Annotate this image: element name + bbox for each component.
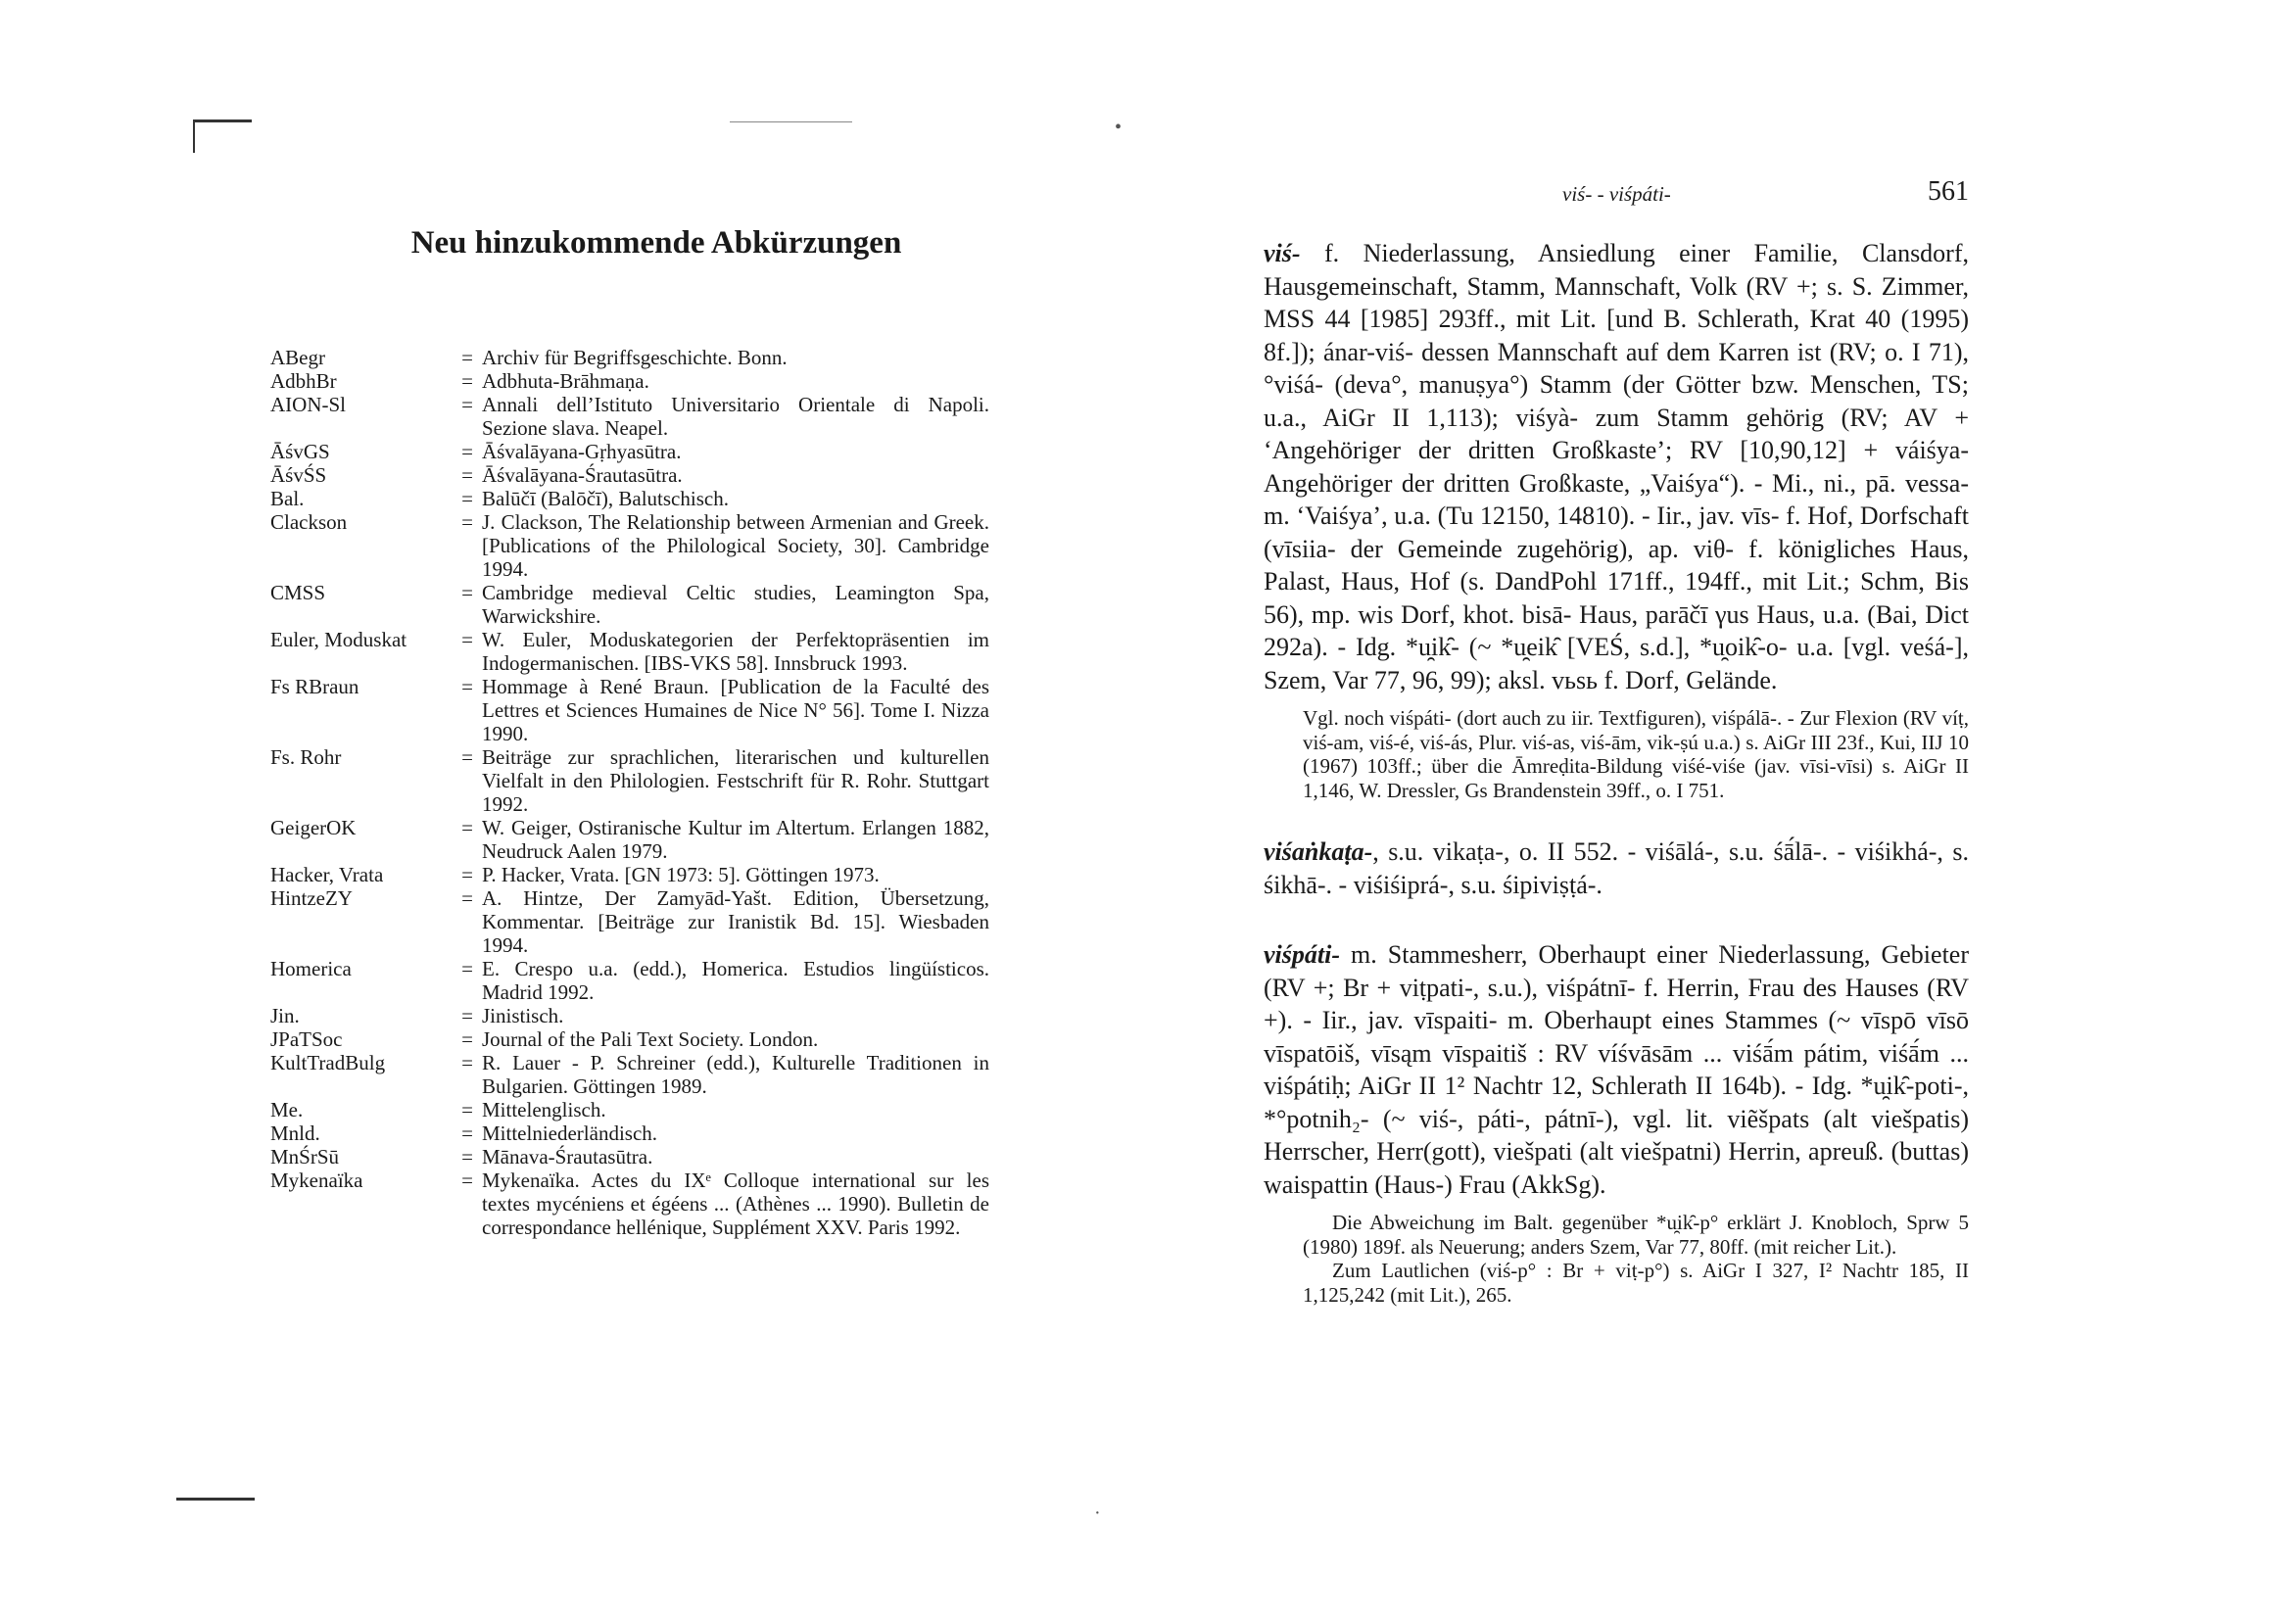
- entry-headword: viś-: [1264, 239, 1301, 267]
- expansion: Mānava-Śrautasūtra.: [482, 1145, 653, 1169]
- equals-sign: =: [461, 886, 473, 910]
- equals-sign: =: [461, 1121, 473, 1145]
- abbreviation: Mnld.: [270, 1121, 320, 1145]
- entry-headword: viśaṅkaṭa-: [1264, 837, 1373, 866]
- abbreviation: Fs RBraun: [270, 675, 359, 698]
- expansion: Mittelniederländisch.: [482, 1121, 658, 1145]
- equals-sign: =: [461, 346, 473, 369]
- equals-sign: =: [461, 393, 473, 416]
- expansion: W. Geiger, Ostiranische Kultur im Altertum. Erlangen 1882, Neudruck Aalen 1979.: [482, 816, 989, 863]
- equals-sign: =: [461, 1169, 473, 1192]
- abbreviation: GeigerOK: [270, 816, 357, 839]
- abbreviation-row: [264, 346, 989, 369]
- equals-sign: =: [461, 581, 473, 604]
- abbreviation-row: [264, 863, 989, 886]
- page-number: 561: [1928, 176, 1969, 207]
- expansion: Archiv für Begriffsgeschichte. Bonn.: [482, 346, 788, 369]
- abbreviation-row: [264, 463, 989, 487]
- abbreviation: Hacker, Vrata: [270, 863, 384, 886]
- abbreviation: MnŚrSū: [270, 1145, 340, 1169]
- abbreviation-row: [264, 675, 989, 745]
- equals-sign: =: [461, 816, 473, 839]
- abbreviation-row: [264, 1121, 989, 1145]
- abbreviation: Euler, Moduskat: [270, 628, 407, 651]
- entry-text: m. Stammesherr, Oberhaupt einer Niederlassung, Gebieter (RV +; Br + viṭpati-, s.u.), viśpátnī- f. Herrin, Frau des Hauses (RV +). - Iir., jav. vīspaiti- m. Oberhaupt eines Stammes (~ vīspō vīsō vīspatōiš, vīsąm vīspaitiš : RV víśvāsām ... viśā́m pátim, viśā́m ... viśpátiḥ; AiGr II 1² Nachtr 12, Schlerath II 164b). - Idg. *u̯ik̑-poti-, *°potnih₂- (~ viś-, páti-, pátnī-), vgl. lit. viẽšpats (alt viešpatis) Herrscher, Herr(gott), viešpati (alt viešpatni) Herrin, apreuß. (buttas) waispattin (Haus-) Frau (AkkSg).: [1264, 940, 1969, 1199]
- abbreviation: JPaTSoc: [270, 1027, 343, 1051]
- abbreviation: CMSS: [270, 581, 326, 604]
- expansion: Adbhuta-Brāhmaṇa.: [482, 369, 649, 393]
- equals-sign: =: [461, 1027, 473, 1051]
- expansion: P. Hacker, Vrata. [GN 1973: 5]. Göttingen 1973.: [482, 863, 880, 886]
- abbreviation-row: [264, 1145, 989, 1169]
- abbreviation: Me.: [270, 1098, 304, 1121]
- entry-paragraph: [1264, 237, 1969, 696]
- equals-sign: =: [461, 1145, 473, 1169]
- expansion: Mittelenglisch.: [482, 1098, 606, 1121]
- scan-corner-mark-bottom: [176, 1498, 255, 1501]
- expansion: Beiträge zur sprachlichen, literarischen und kulturellen Vielfalt in den Philologien. Festschrift für R. Rohr. Stuttgart 1992.: [482, 745, 989, 816]
- abbreviation-row: [264, 1027, 989, 1051]
- note-paragraph: Die Abweichung im Balt. gegenüber *u̯ik̑-p° erklärt J. Knobloch, Sprw 5 (1980) 189f. als Neuerung; anders Szem, Var 77, 80ff. (mit reicher Lit.).: [1303, 1211, 1969, 1259]
- expansion: W. Euler, Moduskategorien der Perfektopräsentien im Indogermanischen. [IBS-VKS 58]. Innsbruck 1993.: [482, 628, 989, 675]
- equals-sign: =: [461, 675, 473, 698]
- abbreviation: Fs. Rohr: [270, 745, 342, 769]
- expansion: Mykenaïka. Actes du IXᵉ Colloque international sur les textes mycéniens et égéens ... (Athènes ... 1990). Bulletin de correspondance hellénique, Supplément XXV. Paris 1992.: [482, 1169, 989, 1239]
- abbreviation-row: [264, 1169, 989, 1239]
- abbreviation: AION-Sl: [270, 393, 346, 416]
- equals-sign: =: [461, 745, 473, 769]
- running-head: [1264, 176, 1969, 215]
- expansion: Annali dell’Istituto Universitario Orientale di Napoli. Sezione slava. Neapel.: [482, 393, 989, 440]
- abbreviation: ABegr: [270, 346, 325, 369]
- page-title: Neu hinzukommende Abkürzungen: [410, 225, 902, 261]
- expansion: Hommage à René Braun. [Publication de la Faculté des Lettres et Sciences Humaines de Nice N° 56]. Tome I. Nizza 1990.: [482, 675, 989, 745]
- abbreviation: KultTradBulg: [270, 1051, 386, 1074]
- abbreviation-row: [264, 369, 989, 393]
- abbreviation: Mykenaïka: [270, 1169, 363, 1192]
- entry-paragraph: [1264, 835, 1969, 901]
- abbreviation-row: [264, 393, 989, 440]
- abbreviation-row: [264, 487, 989, 510]
- abbreviation-table: [264, 346, 989, 1239]
- expansion: Āśvalāyana-Śrautasūtra.: [482, 463, 683, 487]
- equals-sign: =: [461, 440, 473, 463]
- equals-sign: =: [461, 957, 473, 980]
- abbreviation-row: [264, 745, 989, 816]
- equals-sign: =: [461, 510, 473, 534]
- expansion: Journal of the Pali Text Society. London.: [482, 1027, 819, 1051]
- equals-sign: =: [461, 369, 473, 393]
- note-paragraph: Zum Lautlichen (viś-p° : Br + viṭ-p°) s. AiGr I 327, I² Nachtr 185, II 1,125,242 (mit Lit.), 265.: [1303, 1259, 1969, 1307]
- abbreviation: Jin.: [270, 1004, 300, 1027]
- abbreviation: AdbhBr: [270, 369, 337, 393]
- abbreviation-row: [264, 581, 989, 628]
- scan-speck: ·: [1094, 1503, 1101, 1524]
- entry-text: f. Niederlassung, Ansiedlung einer Familie, Clansdorf, Hausgemeinschaft, Stamm, Mannschaft, Volk (RV +; s. S. Zimmer, MSS 44 [1985] 293ff., mit Lit. [und B. Schlerath, Krat 40 (1995) 8f.]); ánar-viś- dessen Mannschaft auf dem Karren ist (RV; o. I 71), °viśá- (deva°, manuṣya°) Stamm (der Götter bzw. Menschen, TS; u.a., AiGr II 1,113); viśyà- zum Stamm gehörig (RV; AV + ‘Angehöriger der dritten Großkaste’; RV [10,90,12] + váiśya- Angehöriger der dritten Großkaste, „Vaiśya“). - Mi., ni., pā. vessa- m. ‘Vaiśya’, u.a. (Tu 12150, 14810). - Iir., jav. vīs- f. Hof, Dorfschaft (vīsiia- der Gemeinde zugehörig), ap. viθ- f. königliches Haus, Palast, Haus, Hof (s. DandPohl 171ff., 194ff., mit Lit.; Schm, Bis 56), mp. wis Dorf, khot. bisā- Haus, parāčī γus Haus, u.a. (Bai, Dict 292a). - Idg. *u̯ik̑- (~ *u̯eik̑ [VEŚ, s.d.], *u̯oik̑-o- u.a. [vgl. veśá-], Szem, Var 77, 96, 99); aksl. vьsь f. Dorf, Gelände.: [1264, 239, 1969, 694]
- abbreviation-row: [264, 1098, 989, 1121]
- expansion: Cambridge medieval Celtic studies, Leamington Spa, Warwickshire.: [482, 581, 989, 628]
- abbreviation-row: [264, 1004, 989, 1027]
- entry-headword: viśpáti-: [1264, 940, 1340, 969]
- entry-note: [1264, 706, 1969, 802]
- equals-sign: =: [461, 1098, 473, 1121]
- abbreviation: ĀśvŚS: [270, 463, 327, 487]
- abbreviation-row: [264, 1051, 989, 1098]
- abbreviation-row: [264, 628, 989, 675]
- entry-text: , s.u. vikaṭa-, o. II 552. - viśālá-, s.u. śā́lā-. - viśikhá-, s. śikhā-. - viśiśiprá-, s.u. śipiviṣṭá-.: [1264, 837, 1969, 899]
- abbreviation-row: [264, 957, 989, 1004]
- entry-note: [1264, 1211, 1969, 1307]
- dictionary-entry-vispati: [1264, 938, 1969, 1307]
- scan-speck: •: [1115, 117, 1123, 138]
- scan-line-top-center: [730, 121, 852, 122]
- equals-sign: =: [461, 628, 473, 651]
- abbreviation-row: [264, 816, 989, 863]
- abbreviation-row: [264, 440, 989, 463]
- equals-sign: =: [461, 1051, 473, 1074]
- abbreviation: Homerica: [270, 957, 352, 980]
- abbreviation-row: [264, 510, 989, 581]
- expansion: Jinistisch.: [482, 1004, 564, 1027]
- expansion: Āśvalāyana-Gṛhyasūtra.: [482, 440, 682, 463]
- expansion: J. Clackson, The Relationship between Armenian and Greek. [Publications of the Philological Society, 30]. Cambridge 1994.: [482, 510, 989, 581]
- abbreviation: HintzeZY: [270, 886, 353, 910]
- equals-sign: =: [461, 487, 473, 510]
- abbreviation: Bal.: [270, 487, 305, 510]
- abbreviation: Clackson: [270, 510, 348, 534]
- right-page: [1264, 176, 1969, 1307]
- expansion: Balūčī (Balōčī), Balutschisch.: [482, 487, 729, 510]
- expansion: R. Lauer - P. Schreiner (edd.), Kulturelle Traditionen in Bulgarien. Göttingen 1989.: [482, 1051, 989, 1098]
- left-page: [264, 225, 1009, 1239]
- expansion: E. Crespo u.a. (edd.), Homerica. Estudios lingüísticos. Madrid 1992.: [482, 957, 989, 1004]
- equals-sign: =: [461, 463, 473, 487]
- dictionary-entry-vis: [1264, 237, 1969, 802]
- dictionary-entry-visankata: [1264, 835, 1969, 901]
- running-head-title: viś- - viśpáti-: [1562, 182, 1671, 206]
- abbreviation: ĀśvGS: [270, 440, 330, 463]
- expansion: A. Hintze, Der Zamyād-Yašt. Edition, Übersetzung, Kommentar. [Beiträge zur Iranistik Bd. 15]. Wiesbaden 1994.: [482, 886, 989, 957]
- entry-paragraph: [1264, 938, 1969, 1201]
- scan-corner-mark-top-vertical: [193, 119, 195, 153]
- equals-sign: =: [461, 863, 473, 886]
- abbreviation-row: [264, 886, 989, 957]
- scan-corner-mark-top: [193, 119, 252, 122]
- note-paragraph: Vgl. noch viśpáti- (dort auch zu iir. Textfiguren), viśpálā-. - Zur Flexion (RV víṭ, viś-am, viś-é, viś-ás, Plur. viś-as, viś-ām, vik-ṣú u.a.) s. AiGr III 23f., Kui, IIJ 10 (1967) 103ff.; über die Āmreḍita-Bildung viśé-viśe (jav. vīsi-vīsi) s. AiGr II 1,146, W. Dressler, Gs Brandenstein 39ff., o. I 751.: [1303, 706, 1969, 802]
- equals-sign: =: [461, 1004, 473, 1027]
